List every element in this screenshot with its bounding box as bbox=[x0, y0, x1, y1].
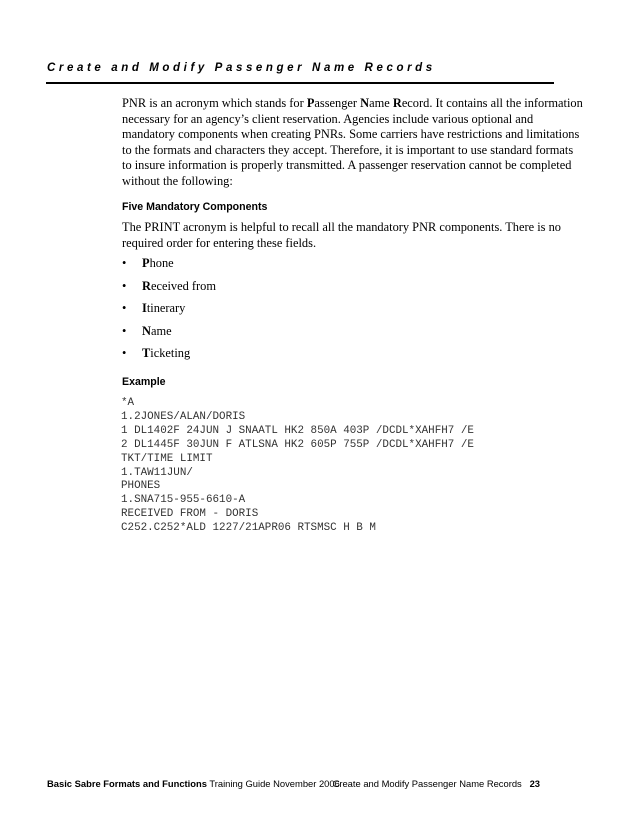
list-item: • Name bbox=[122, 323, 172, 338]
code-line: C252.C252*ALD 1227/21APR06 RTSMSC H B M bbox=[121, 522, 376, 535]
intro-line: necessary for an agency’s client reservation. Agencies include various optional and bbox=[122, 111, 534, 126]
footer-subtitle: Training Guide November 2006 bbox=[206, 778, 340, 789]
intro-line: mandatory components when creating PNRs. Some carriers have restrictions and limitations bbox=[122, 127, 580, 141]
footer-chapter: Create and Modify Passenger Name Records bbox=[332, 778, 522, 789]
bullet-icon: • bbox=[122, 323, 127, 338]
page-number: 23 bbox=[529, 778, 540, 789]
list-item: • Phone bbox=[122, 256, 174, 270]
code-line: 1.TAW11JUN/ bbox=[121, 466, 193, 479]
code-line: TKT/TIME LIMIT bbox=[121, 452, 213, 465]
code-line: 1.SNA715-955-6610-A bbox=[121, 494, 246, 507]
sabre-example-output bbox=[121, 397, 474, 536]
heading-rule bbox=[46, 82, 554, 84]
bullet-icon: • bbox=[122, 301, 127, 315]
bullet-icon: • bbox=[122, 256, 127, 270]
footer-title: Basic Sabre Formats and Functions bbox=[47, 778, 207, 789]
intro-line: without the following: bbox=[122, 173, 233, 188]
list-item: • Itinerary bbox=[122, 301, 186, 315]
intro-line: to the formats and characters they accept. Therefore, it is important to use standard formats bbox=[122, 142, 574, 157]
bullet-icon: • bbox=[122, 278, 127, 293]
code-line: PHONES bbox=[121, 480, 161, 493]
footer-left bbox=[47, 778, 340, 789]
intro-line: to insure information is properly transmitted. A passenger reservation cannot be completed bbox=[122, 158, 572, 172]
code-line: *A bbox=[121, 397, 135, 409]
print-line: The PRINT acronym is helpful to recall all the mandatory PNR components. There is no bbox=[122, 220, 561, 234]
code-line: 2 DL1445F 30JUN F ATLSNA HK2 605P 755P /DCDL*XAHFH7 /E bbox=[121, 438, 474, 451]
footer-right bbox=[333, 778, 540, 789]
page-heading: Create and Modify Passenger Name Records bbox=[47, 62, 436, 74]
bullet-icon: • bbox=[122, 346, 127, 360]
print-bullet-list bbox=[122, 256, 216, 369]
list-item: • Ticketing bbox=[122, 346, 191, 360]
list-item: • Received from bbox=[122, 278, 216, 293]
five-mandatory-heading: Five Mandatory Components bbox=[122, 201, 268, 213]
print-paragraph bbox=[122, 220, 561, 251]
code-line: RECEIVED FROM - DORIS bbox=[121, 508, 259, 521]
example-heading: Example bbox=[122, 376, 166, 388]
code-line: 1.2JONES/ALAN/DORIS bbox=[121, 410, 246, 423]
code-line: 1 DL1402F 24JUN J SNAATL HK2 850A 403P /DCDL*XAHFH7 /E bbox=[121, 424, 474, 437]
print-line: required order for entering these fields. bbox=[122, 235, 317, 250]
intro-line: PNR is an acronym which stands for Passenger Name Record. It contains all the information bbox=[122, 96, 583, 110]
intro-paragraph bbox=[122, 96, 583, 189]
